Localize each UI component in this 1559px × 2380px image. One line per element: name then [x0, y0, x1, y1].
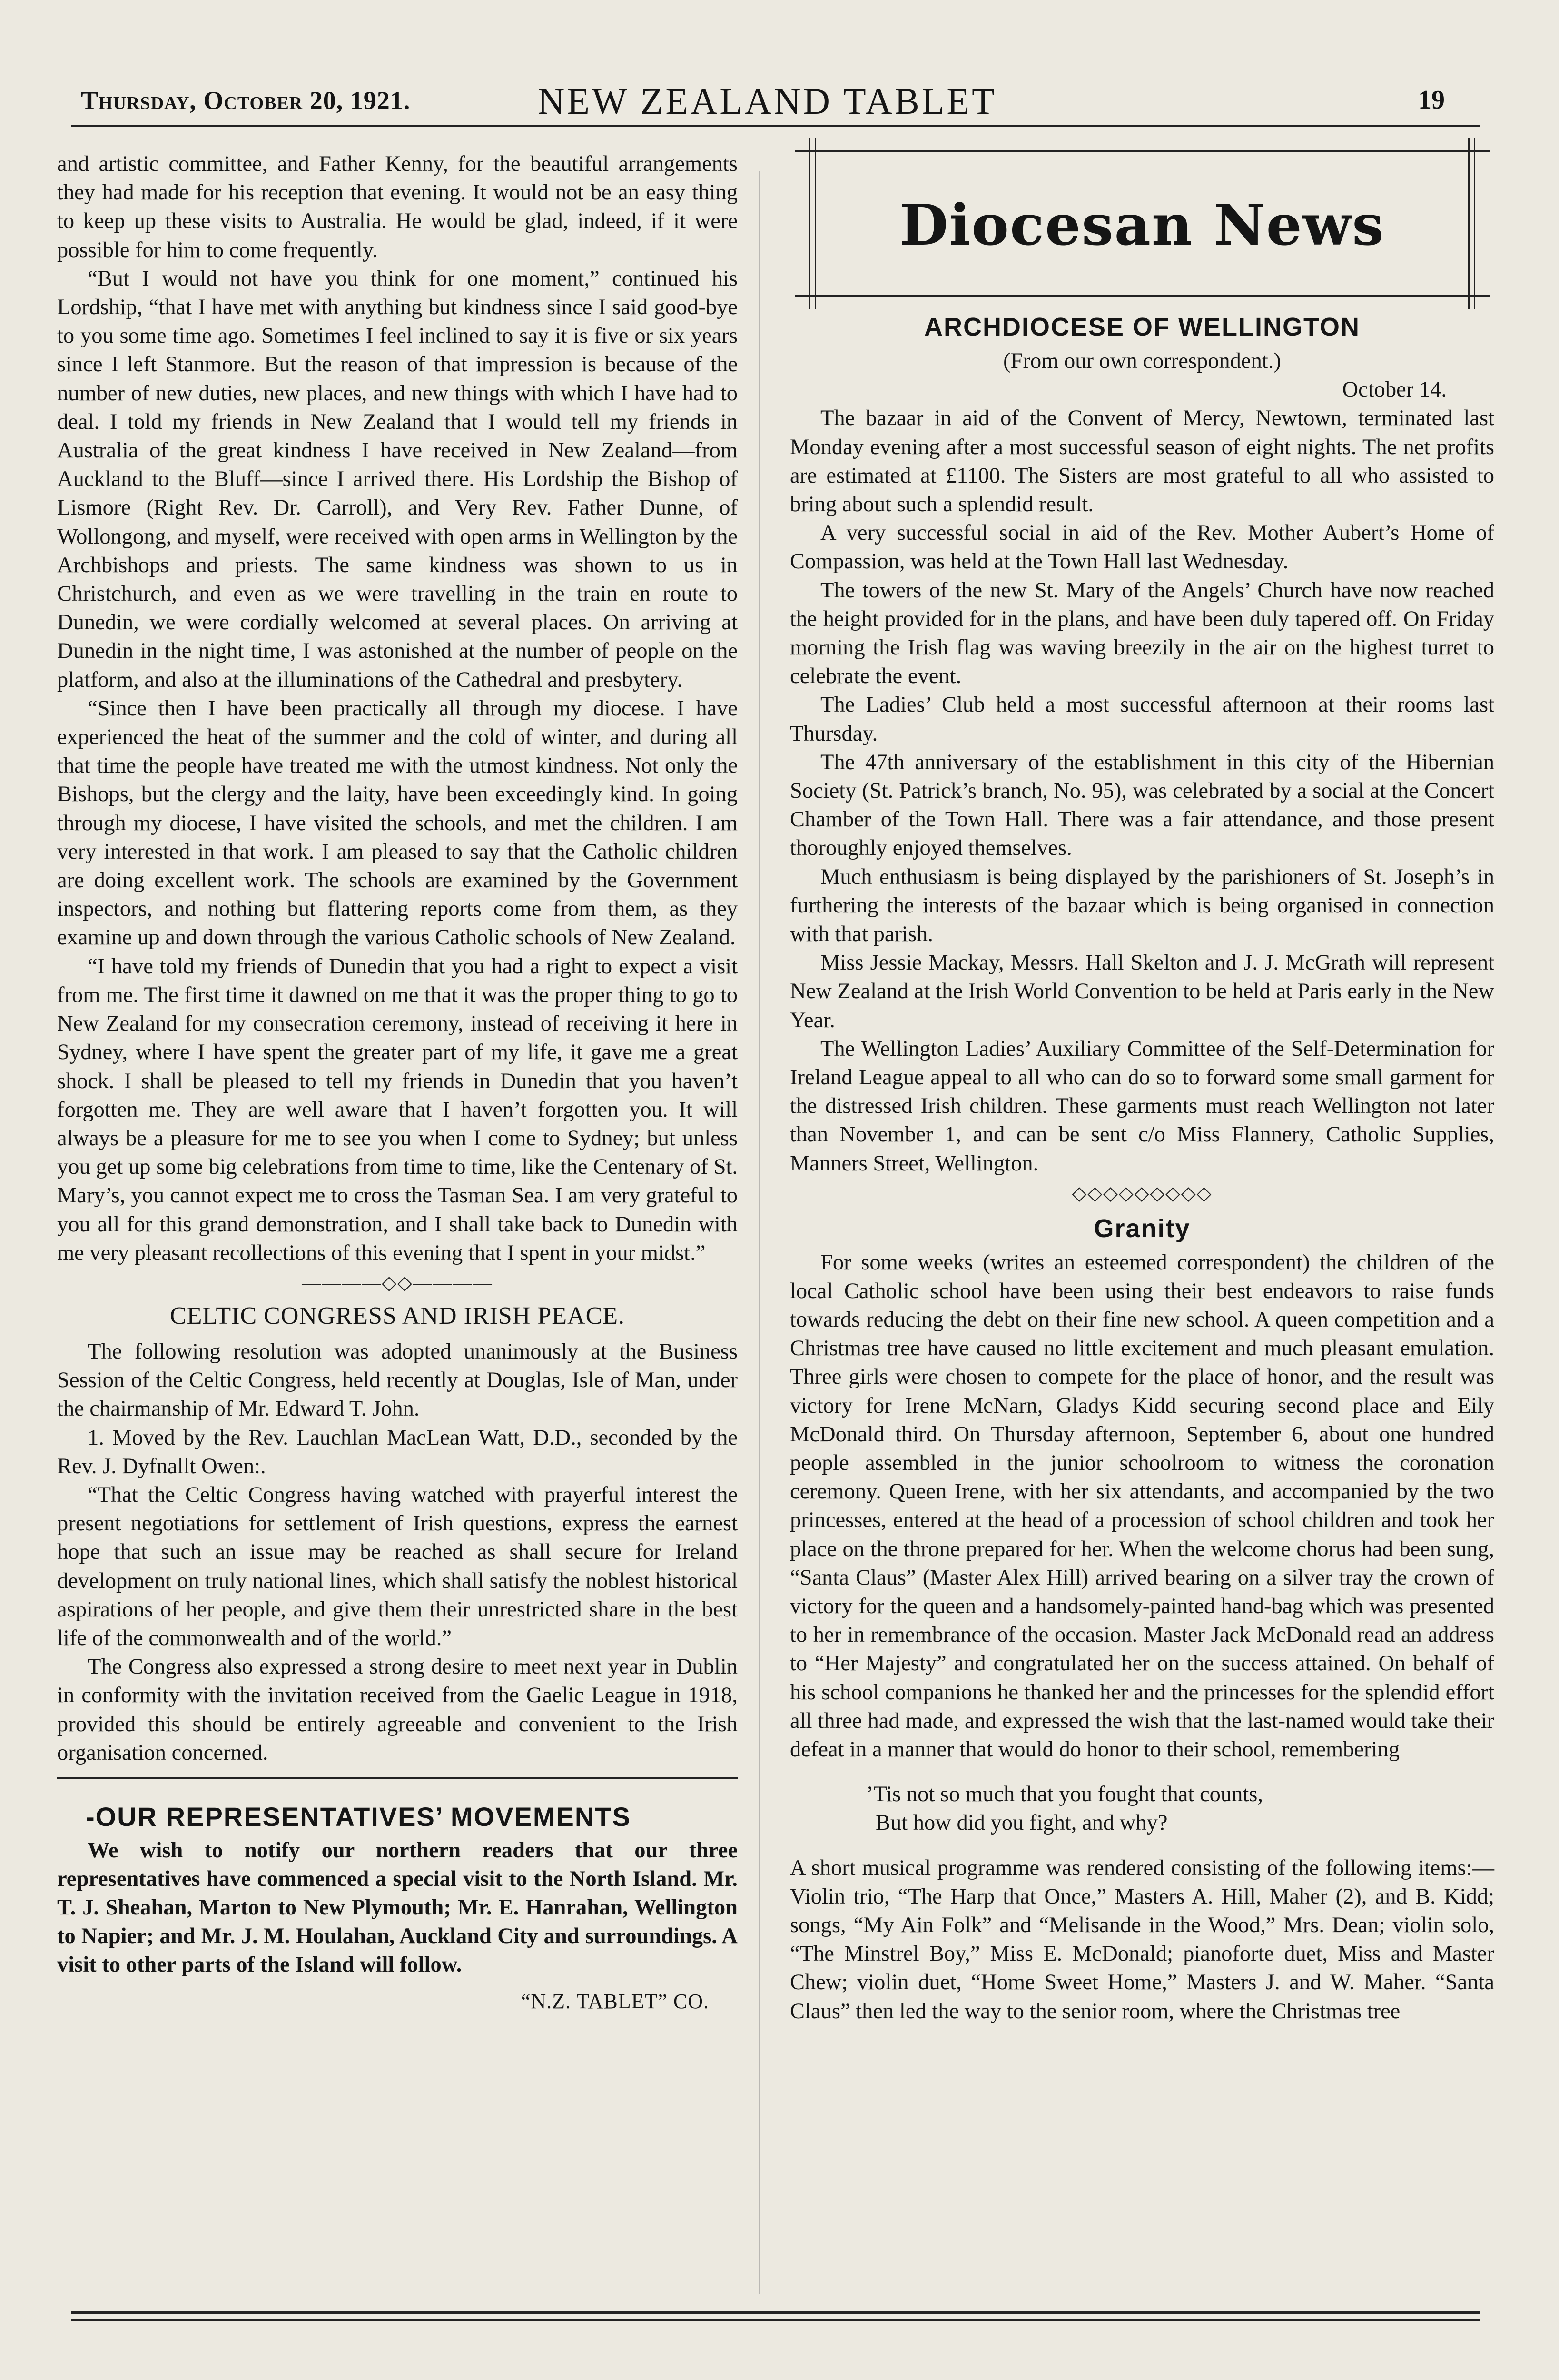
celtic-paragraph: “That the Celtic Congress having watched with prayerful interest the present negotiations for settlement of Irish questions, express the earnest hope that such an issue may be reached as shall secure for Ireland development on truly national lines, which shall satisfy the noblest historical aspirations of her people, and give them their unrestricted share in the best life of the commonwealth and of the world.”	[57, 1483, 738, 1651]
diocesan-news-banner	[795, 150, 1490, 297]
article-paragraph: “But I would not have you think for one moment,” continued his Lordship, “that I have met with anything but kindness since I said good-bye to you some time ago. Sometimes I feel inclined to say it is five or six years since I left Stanmore. But the reason of that impression is because of the number of new duties, new places, and new things with which I have had to deal. I told my friends in New Zealand that I would tell my friends in Australia of the great kindness I have received in New Zealand—from Auckland to the Bluff—since I arrived there. His Lordship the Bishop of Lismore (Right Rev. Dr. Carroll), and Very Rev. Father Dunne, of Wollongong, and myself, were received with open arms in Wellington by the Archbishops and priests. The same kindness was shown to us in Christchurch, and even as we were travelling in the train en route to Dunedin, we were cordially welcomed at several places. On arriving at Dunedin in the night time, I was astonished at the number of people on the platform, and also at the illuminations of the Cathedral and presbytery.	[57, 266, 738, 692]
wellington-paragraph: The 47th anniversary of the establishment in this city of the Hibernian Society (St. Patrick’s branch, No. 95), was celebrated by a social at the Concert Chamber of the Town Hall. There was a fair attendance, and those present thoroughly enjoyed themselves.	[790, 750, 1494, 861]
celtic-congress-heading: CELTIC CONGRESS AND IRISH PEACE.	[169, 1302, 625, 1329]
wellington-heading: ARCHDIOCESE OF WELLINGTON	[924, 313, 1360, 341]
article-paragraph: “Since then I have been practically all through my diocese. I have experienced the heat of the summer and the cold of winter, and during all that time the people have treated me with the utmost kindness. Not only the Bishops, but the clergy and the laity, have been exceedingly kind. In going through my diocese, I have visited the schools, and met the children. I am very interested in that work. I am pleased to say that the Catholic children are doing excellent work. The schools are examined by the Government inspectors, and nothing but flattering reports come from them, as they examine up and down through the various Catholic schools of New Zealand.	[57, 696, 738, 950]
wellington-paragraph: Miss Jessie Mackay, Messrs. Hall Skelton and J. J. McGrath will represent New Zealand at the Irish World Convention to be held at Paris early in the New Year.	[790, 951, 1494, 1032]
celtic-paragraph: The following resolution was adopted unanimously at the Business Session of the Celtic Congress, held recently at Douglas, Isle of Man, under the chairmanship of Mr. Edward T. John.	[57, 1339, 738, 1421]
header-rule	[71, 125, 1480, 127]
representatives-notice	[57, 1777, 738, 2015]
page-number: 19	[1418, 85, 1445, 115]
wellington-paragraph: The bazaar in aid of the Convent of Mercy, Newtown, terminated last Monday evening after a most successful season of eight nights. The net profits are estimated at £1100. The Sisters are most grateful to all who assisted to bring about such a splendid result.	[790, 406, 1494, 516]
granity-closing: A short musical programme was rendered consisting of the following items:—Violin trio, “The Harp that Once,” Masters A. Hill, Maher (2), and B. Kidd; songs, “My Ain Folk” and “Melisande in the Wood,” Mrs. Dean; violin solo, “The Minstrel Boy,” Miss E. McDonald; pianoforte duet, Miss and Master Chew; violin duet, “Home Sweet Home,” Masters J. and W. Maher. “Santa Claus” then led the way to the senior room, where the Christmas tree	[790, 1855, 1494, 2023]
section-ornament: ◇◇◇◇◇◇◇◇◇	[1072, 1182, 1213, 1204]
celtic-paragraph: 1. Moved by the Rev. Lauchlan MacLean Watt, D.D., seconded by the Rev. J. Dyfnallt Owen:.	[57, 1425, 738, 1478]
wellington-date: October 14.	[1342, 377, 1447, 402]
article-paragraph: and artistic committee, and Father Kenny, for the beautiful arrangements they had made for his reception that evening. It would not be an easy thing to keep up these visits to Australia. He would be glad, indeed, if it were possible for him to come frequently.	[57, 152, 738, 262]
granity-heading: Granity	[1094, 1214, 1191, 1243]
granity-paragraph: For some weeks (writes an esteemed correspondent) the children of the local Catholic school have been using their best endeavors to raise funds towards reducing the debt on their fine new school. A queen competition and a Christmas tree have caused no little excitement and much pleasant emulation. Three girls were chosen to compete for the place of honor, and the result was victory for Irene McNarn, Gladys Kidd securing second place and Eily McDonald third. On Thursday afternoon, September 6, about one hundred people assembled in the junior schoolroom to witness the coronation ceremony. Queen Irene, with her six attendants, and accompanied by the two princesses, entered at the head of a procession of school children and took her place on the throne prepared for her. When the welcome chorus had been sung, “Santa Claus” (Master Alex Hill) arrived bearing on a silver tray the crown of victory for the queen and a handsomely-painted hand-bag which was presented to her in remembrance of the occasion. Master Jack McDonald read an address to “Her Majesty” and congratulated her on the success attained. On behalf of his school companions he thanked her and the princesses for the splendid effort all three had made, and expressed the wish that the last-named would take their defeat in a manner that would do honor to their school, remembering	[790, 1250, 1494, 1762]
footer-rule	[71, 2311, 1480, 2314]
issue-date: Thursday, October 20, 1921.	[81, 86, 411, 115]
diocesan-news-title: Diocesan News	[899, 192, 1385, 258]
wellington-byline: (From our own correspondent.)	[1003, 348, 1281, 373]
article-paragraph: “I have told my friends of Dunedin that you had a right to expect a visit from me. The first time it dawned on me that it was the proper thing to go to New Zealand for my consecration ceremony, instead of receiving it here in Sydney, where I have spent the greater part of my life, it gave me a great shock. I shall be pleased to tell my friends in Dunedin that you haven’t forgotten me. They are well aware that I haven’t forgotten you. It will always be a pleasure for me to see you when I come to Sydney; but unless you get up some big celebrations from time to time, like the Centenary of St. Mary’s, you cannot expect me to cross the Tasman Sea. I am very grateful to you all for this grand demonstration, and I shall take back to Dunedin with me very pleasant recollections of this evening that I spent in your midst.”	[57, 954, 738, 1265]
representatives-heading: -OUR REPRESENTATIVES’ MOVEMENTS	[86, 1802, 631, 1832]
column-divider	[759, 171, 760, 2294]
left-column	[57, 150, 738, 2297]
wellington-paragraph: The Wellington Ladies’ Auxiliary Committee of the Self-Determination for Ireland League appeal to all who can do so to forward some small garment for the distressed Irish children. These garments must reach Wellington not later than November 1, and can be sent c/o Miss Flannery, Catholic Supplies, Manners Street, Wellington.	[790, 1036, 1494, 1176]
wellington-paragraph: The towers of the new St. Mary of the Angels’ Church have now reached the height provided for in the plans, and have been duly tapered off. On Friday morning the Irish flag was waving breezily in the air on the highest turret to celebrate the event.	[790, 578, 1494, 689]
wellington-paragraph: The Ladies’ Club held a most successful afternoon at their rooms last Thursday.	[790, 693, 1494, 746]
representatives-signature: “N.Z. TABLET” CO.	[521, 1989, 709, 2013]
representatives-body: We wish to notify our northern readers that our three representatives have commenced a special visit to the North Island. Mr. T. J. Sheahan, Marton to New Plymouth; Mr. E. Hanrahan, Wellington to Napier; and Mr. J. M. Houlahan, Auckland City and surroundings. A visit to other parts of the Island will follow.	[57, 1838, 738, 1977]
footer-rule	[71, 2319, 1480, 2320]
poem-line: ’Tis not so much that you fought that counts,	[866, 1782, 1263, 1807]
section-ornament: ————◇◇————	[302, 1271, 493, 1293]
celtic-paragraph: The Congress also expressed a strong desire to meet next year in Dublin in conformity with the invitation received from the Gaelic League in 1918, provided this should be entirely agreeable and convenient to the Irish organisation concerned.	[57, 1655, 738, 1765]
right-column	[790, 150, 1494, 2297]
poem-line: But how did you fight, and why?	[876, 1811, 1168, 1835]
granity-poem	[790, 1780, 1494, 1837]
masthead-title: NEW ZEALAND TABLET	[538, 80, 997, 122]
wellington-paragraph: Much enthusiasm is being displayed by the parishioners of St. Joseph’s in furthering the interests of the bazaar which is being organised in connection with that parish.	[790, 864, 1494, 946]
wellington-paragraph: A very successful social in aid of the Rev. Mother Aubert’s Home of Compassion, was held at the Town Hall last Wednesday.	[790, 521, 1494, 574]
